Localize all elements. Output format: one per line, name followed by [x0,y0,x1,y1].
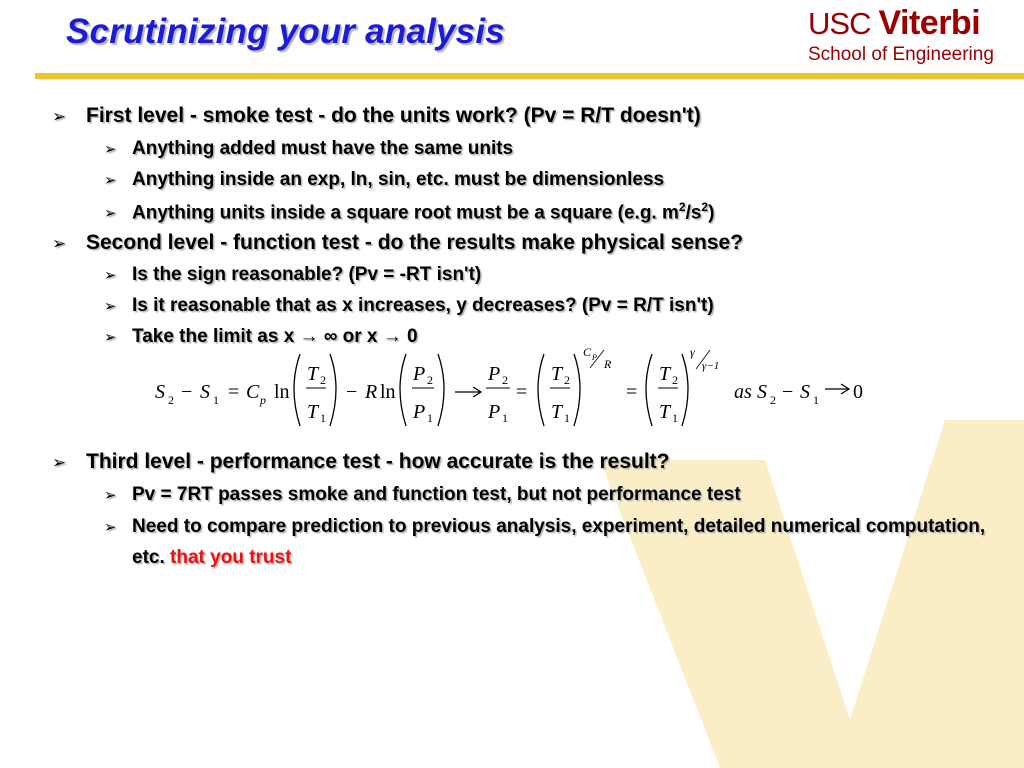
bullet-text: First level - smoke test - do the units work? (Pv = R/T doesn't) [86,104,701,127]
eq-S: S [757,381,767,403]
eq-sub: 1 [502,411,508,425]
title-divider [35,73,1024,79]
usc-viterbi-logo [808,4,1008,68]
emphasis-text: that you trust [170,547,292,568]
eq-sub: 1 [672,411,678,425]
eq-sub: 1 [564,411,570,425]
bullet-third-level [52,450,670,474]
eq-sub: p [260,393,266,407]
eq-exp-p: P [592,353,597,362]
eq-minus: − [346,381,358,403]
bullet-text: Anything added must have the same units [132,138,514,159]
eq-T: T [659,363,671,385]
sub-bullet-dimensionless [104,169,664,191]
bullet-text: Is the sign reasonable? (Pv = -RT isn't) [132,264,482,285]
eq-ln: ln [380,381,396,403]
bullet-first-level [52,104,701,128]
logo-usc-text: USC [808,6,871,41]
sub-bullet-same-units [104,138,513,160]
eq-sub: 2 [502,373,508,387]
eq-exp-C: C [583,345,592,359]
eq-P: P [413,363,426,385]
eq-T: T [551,363,563,385]
arrow-bullet-icon: ➢ [104,519,117,536]
eq-equals: = [228,381,240,403]
bullet-text: Is it reasonable that as x increases, y decreases? (Pv = R/T isn't) [132,295,714,316]
bullet-text: Take the limit as x → ∞ or x → 0 [132,326,418,347]
sub-bullet-compare [104,511,1012,573]
bullet-text: Anything units inside a square root must be a square (e.g. $m^2/s^2$) [132,200,715,224]
eq-sub: 2 [672,373,678,387]
sub-bullet-sign [104,264,481,286]
eq-sub: 2 [168,393,174,407]
eq-T: T [307,363,319,385]
eq-exp-R: R [604,357,612,371]
eq-sub: 1 [320,411,326,425]
eq-T: T [551,401,563,423]
arrow-bullet-icon: ➢ [104,329,117,346]
eq-P: P [488,363,501,385]
arrow-bullet-icon: ➢ [52,453,67,472]
eq-sub: 1 [427,411,433,425]
bullet-text: Second level - function test - do the results make physical sense? [86,231,744,254]
eq-T: T [659,401,671,423]
arrow-bullet-icon: ➢ [104,205,117,223]
eq-as: as [734,381,752,403]
eq-equals: = [626,381,638,403]
eq-sub: 2 [564,373,570,387]
eq-sub: 2 [427,373,433,387]
eq-C: C [246,381,260,403]
arrow-bullet-icon: ➢ [104,298,117,315]
bullet-text: Anything inside an exp, ln, sin, etc. must be dimensionless [132,169,665,190]
eq-sub: 1 [213,393,219,407]
sub-bullet-trend [104,295,714,317]
eq-minus: − [181,381,193,403]
eq-S: S [800,381,810,403]
sub-bullet-7rt [104,484,741,506]
arrow-bullet-icon: ➢ [52,234,67,253]
eq-S: S [155,381,165,403]
eq-ln: ln [274,381,290,403]
arrow-bullet-icon: ➢ [104,141,117,158]
bullet-text: Need to compare prediction to previous analysis, experiment, detailed numerical computation, etc. that you trust [132,516,986,568]
eq-zero: 0 [853,381,863,403]
bullet-text: Pv = 7RT passes smoke and function test, but not performance test [132,484,741,505]
entropy-equation [150,342,870,434]
logo-school-text: School of Engineering [808,44,994,65]
eq-sub: 1 [813,393,819,407]
eq-sub: 2 [320,373,326,387]
bullet-text: Third level - performance test - how accurate is the result? [86,450,670,473]
eq-P: P [488,401,501,423]
arrow-bullet-icon: ➢ [104,487,117,504]
eq-equals: = [516,381,528,403]
eq-S: S [200,381,210,403]
slide-title: Scrutinizing your analysis [66,12,505,51]
arrow-bullet-icon: ➢ [104,267,117,284]
eq-sub: 2 [770,393,776,407]
arrow-bullet-icon: ➢ [52,107,67,126]
sub-bullet-square-root [104,200,714,224]
bullet-second-level [52,231,743,255]
eq-R: R [365,381,378,403]
eq-P: P [413,401,426,423]
eq-minus: − [782,381,794,403]
eq-exp-gamma-minus-one: γ−1 [702,360,720,372]
eq-T: T [307,401,319,423]
eq-exp-gamma: γ [690,345,695,359]
logo-viterbi-text: Viterbi [878,4,981,42]
arrow-bullet-icon: ➢ [104,172,117,189]
